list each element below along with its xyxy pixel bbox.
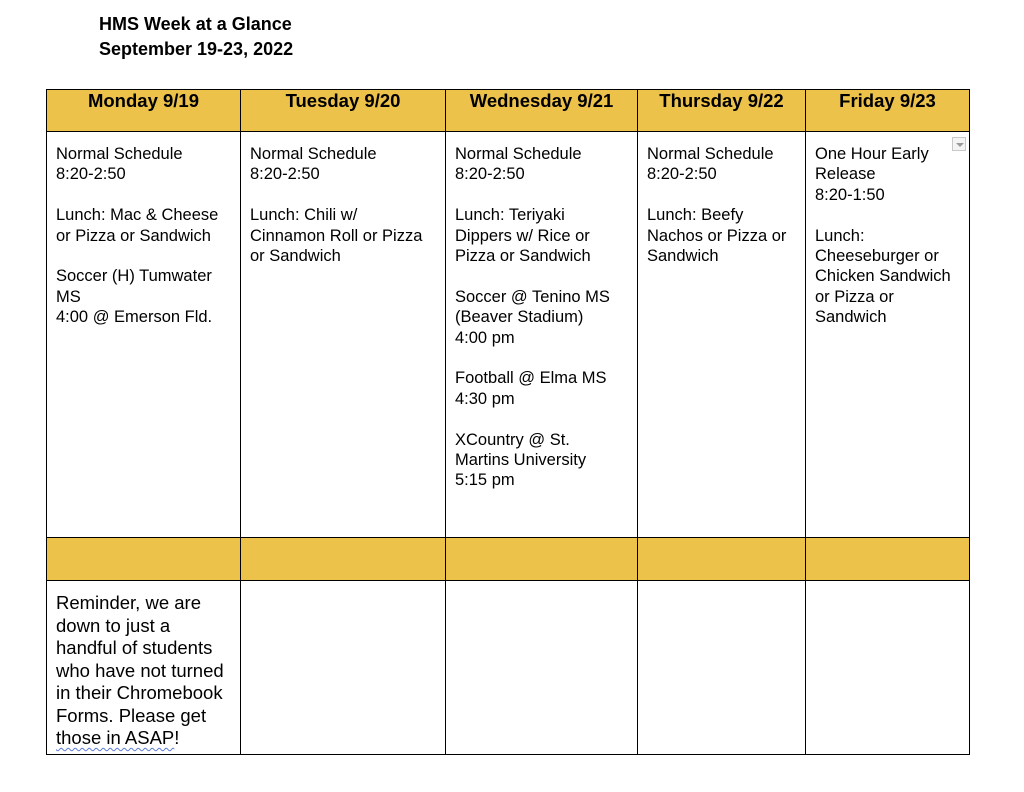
schedule-entry	[250, 205, 439, 266]
schedule-line: Sandwich	[647, 247, 719, 266]
day-header-tuesday: Tuesday 9/20	[241, 90, 446, 132]
reminder-line: Forms. Please get	[56, 704, 207, 726]
week-at-a-glance-table	[46, 89, 970, 755]
reminder-line-last	[56, 727, 234, 750]
schedule-entry	[455, 144, 631, 185]
schedule-line: Normal Schedule	[56, 145, 183, 163]
schedule-entry	[56, 266, 234, 327]
schedule-line: or Sandwich	[250, 247, 341, 266]
reminder-punctuation: !	[174, 727, 180, 748]
schedule-entry	[455, 287, 631, 348]
schedule-line: Normal Schedule	[250, 145, 377, 163]
schedule-line: Cinnamon Roll or Pizza	[250, 226, 423, 245]
schedule-line: 4:00 @ Emerson Fld.	[56, 308, 213, 327]
day-header-friday: Friday 9/23	[806, 90, 970, 132]
schedule-line: 8:20-2:50	[455, 165, 525, 184]
schedule-line: Soccer (H) Tumwater	[56, 267, 212, 286]
divider-cell	[806, 538, 970, 581]
schedule-line: or Pizza or Sandwich	[56, 226, 211, 245]
schedule-line: 4:30 pm	[455, 389, 515, 408]
schedule-line: Dippers w/ Rice or	[455, 226, 590, 245]
reminder-line: in their Chromebook	[56, 682, 223, 703]
schedule-line: 8:20-2:50	[250, 165, 320, 184]
schedule-line: Lunch:	[815, 226, 865, 245]
schedule-entry	[250, 144, 439, 185]
reminder-line: down to just a	[56, 614, 171, 636]
schedule-row	[47, 132, 970, 538]
schedule-cell-tuesday	[241, 132, 446, 538]
schedule-line: Pizza or Sandwich	[455, 247, 591, 266]
schedule-line: 8:20-2:50	[56, 165, 126, 184]
schedule-entry	[455, 205, 631, 266]
schedule-line: Lunch: Mac & Cheese	[56, 206, 219, 225]
schedule-line: Soccer @ Tenino MS	[455, 287, 610, 306]
page-title: HMS Week at a Glance	[99, 14, 292, 34]
reminder-line: who have not turned	[56, 659, 224, 681]
schedule-line: Martins University	[455, 451, 587, 470]
schedule-line: Release	[815, 165, 876, 184]
schedule-cell-thursday	[638, 132, 806, 538]
reminder-line: handful of students	[56, 637, 213, 658]
schedule-line: or Pizza or	[815, 287, 894, 306]
spellcheck-underlined-text[interactable]: those in ASAP	[56, 727, 175, 748]
schedule-entry	[815, 144, 963, 205]
document-header	[99, 12, 293, 62]
schedule-entry	[647, 205, 799, 266]
divider-cell	[241, 538, 446, 581]
schedule-line: Lunch: Teriyaki	[455, 206, 565, 225]
day-header-thursday: Thursday 9/22	[638, 90, 806, 132]
schedule-cell-friday[interactable]	[806, 132, 970, 538]
day-header-wednesday: Wednesday 9/21	[446, 90, 638, 132]
empty-note-cell	[806, 581, 970, 755]
schedule-line: Football @ Elma MS	[455, 369, 607, 388]
schedule-line: Sandwich	[815, 308, 887, 327]
date-range: September 19-23, 2022	[99, 39, 294, 59]
schedule-entry	[647, 144, 799, 185]
schedule-entry	[56, 144, 234, 185]
schedule-cell-monday	[47, 132, 241, 538]
divider-cell	[446, 538, 638, 581]
schedule-line: 8:20-1:50	[815, 185, 885, 204]
schedule-entry	[815, 226, 963, 328]
schedule-line: One Hour Early	[815, 145, 929, 163]
divider-row	[47, 538, 970, 581]
notes-row	[47, 581, 970, 755]
empty-note-cell	[446, 581, 638, 755]
schedule-line: 5:15 pm	[455, 471, 515, 490]
schedule-line: Normal Schedule	[647, 145, 774, 163]
schedule-line: Chicken Sandwich	[815, 267, 951, 286]
schedule-line: Normal Schedule	[455, 145, 582, 163]
divider-cell	[47, 538, 241, 581]
schedule-entry	[455, 430, 631, 491]
empty-note-cell	[638, 581, 806, 755]
day-header-monday: Monday 9/19	[47, 90, 241, 132]
reminder-line: Reminder, we are	[56, 592, 201, 613]
schedule-line: Nachos or Pizza or	[647, 226, 787, 245]
reminder-cell	[47, 581, 241, 755]
divider-cell	[638, 538, 806, 581]
empty-note-cell	[241, 581, 446, 755]
schedule-line: Lunch: Chili w/	[250, 206, 358, 225]
day-header-row	[47, 90, 970, 132]
schedule-line: XCountry @ St.	[455, 430, 570, 449]
schedule-line: 8:20-2:50	[647, 165, 717, 184]
cell-dropdown-icon[interactable]	[952, 137, 966, 151]
schedule-line: (Beaver Stadium)	[455, 308, 584, 327]
schedule-line: 4:00 pm	[455, 328, 515, 347]
schedule-line: Lunch: Beefy	[647, 206, 744, 225]
schedule-line: MS	[56, 287, 81, 306]
schedule-cell-wednesday	[446, 132, 638, 538]
schedule-entry	[455, 368, 631, 409]
schedule-line: Cheeseburger or	[815, 247, 939, 266]
schedule-entry	[56, 205, 234, 246]
